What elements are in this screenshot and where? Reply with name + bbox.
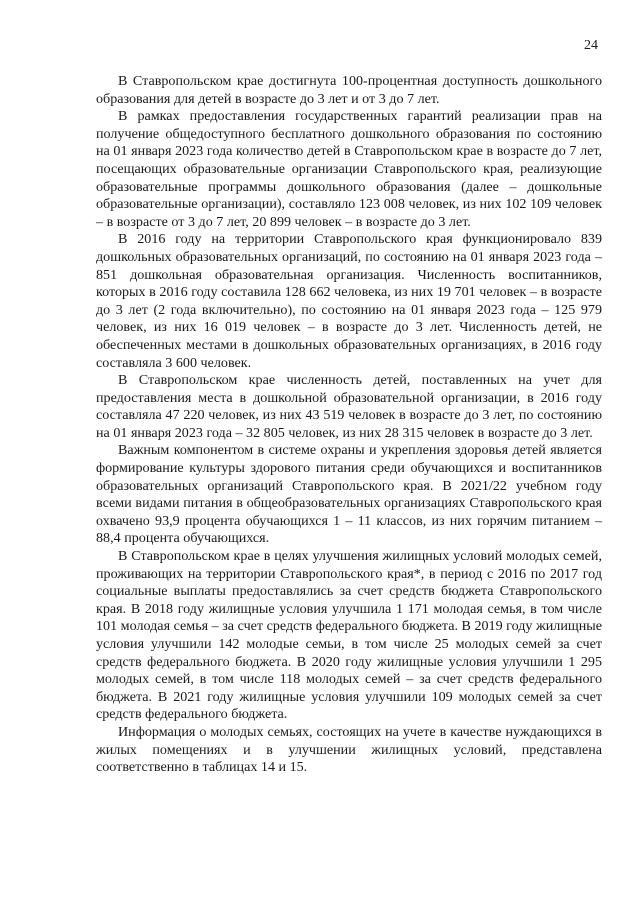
paragraph-healthy-nutrition: Важным компонентом в системе охраны и укрепления здоровья детей является формирование культуры здорового питания среди обучающихся и воспитанников образовательных организаций Ставропольского края. В 2021/22 учебном году всеми видами питания в общеобразовательных организациях Ставропольского края охвачено 93,9 процента обучающихся 1 – 11 классов, из них горячим питанием – 88,4 процента обучающихся. — [96, 442, 602, 547]
page-number: 24 — [584, 38, 598, 53]
paragraph-preschool-access: В Ставропольском крае достигнута 100-процентная доступность дошкольного образования для детей в возрасте до 3 лет и от 3 до 7 лет. — [96, 73, 602, 107]
paragraph-young-families-housing: В Ставропольском крае в целях улучшения жилищных условий молодых семей, проживающих на территории Ставропольского края*, в период с 2016 по 2017 год социальные выплаты предоставлялись за счет средств бюджета Ставропольского края. В 2018 году жилищные условия улучшила 1 171 молодая семья, в том числе 101 молодая семья – за счет средств федерального бюджета. В 2019 году жилищные условия улучшили 142 молодые семьи, в том числе 25 молодых семей за счет средств федерального бюджета. В 2020 году жилищные условия улучшили 1 295 молодых семей, в том числе 118 молодых семей – за счет средств федерального бюджета. В 2021 году жилищные условия улучшили 109 молодых семей за счет средств федерального бюджета. — [96, 548, 602, 723]
body-text — [96, 73, 602, 777]
paragraph-waiting-list: В Ставропольском крае численность детей, поставленных на учет для предоставления места в дошкольной образовательной организации, в 2016 году составляла 47 220 человек, из них 43 519 человек в возрасте до 3 лет, по состоянию на 01 января 2023 года – 32 805 человек, из них 28 315 человек в возрасте до 3 лет. — [96, 372, 602, 441]
paragraph-tables-reference: Информация о молодых семьях, состоящих на учете в качестве нуждающихся в жилых помещениях и в улучшении жилищных условий, представлена соответственно в таблицах 14 и 15. — [96, 723, 602, 776]
paragraph-preschool-enrollment: В рамках предоставления государственных гарантий реализации прав на получение общедоступного бесплатного дошкольного образования по состоянию на 01 января 2023 года количество детей в Ставропольском крае в возрасте до 7 лет, посещающих образовательные организации Ставропольского края, реализующие образовательные программы дошкольного образования (далее – дошкольные образовательные организации), составляло 123 008 человек, из них 102 109 человек – в возрасте от 3 до 7 лет, 20 899 человек – в возрасте до 3 лет. — [96, 108, 602, 230]
paragraph-preschool-organizations: В 2016 году на территории Ставропольского края функционировало 839 дошкольных образовательных организаций, по состоянию на 01 января 2023 года – 851 дошкольная образовательная организация. Численность воспитанников, которых в 2016 году составила 128 662 человека, из них 19 701 человек – в возрасте до 3 лет (2 года включительно), по состоянию на 01 января 2023 года – 125 979 человек, из них 16 019 человек – в возрасте до 3 лет. Численность детей, не обеспеченных местами в дошкольных образовательных организациях, в 2016 году составляла 3 600 человек. — [96, 231, 602, 371]
